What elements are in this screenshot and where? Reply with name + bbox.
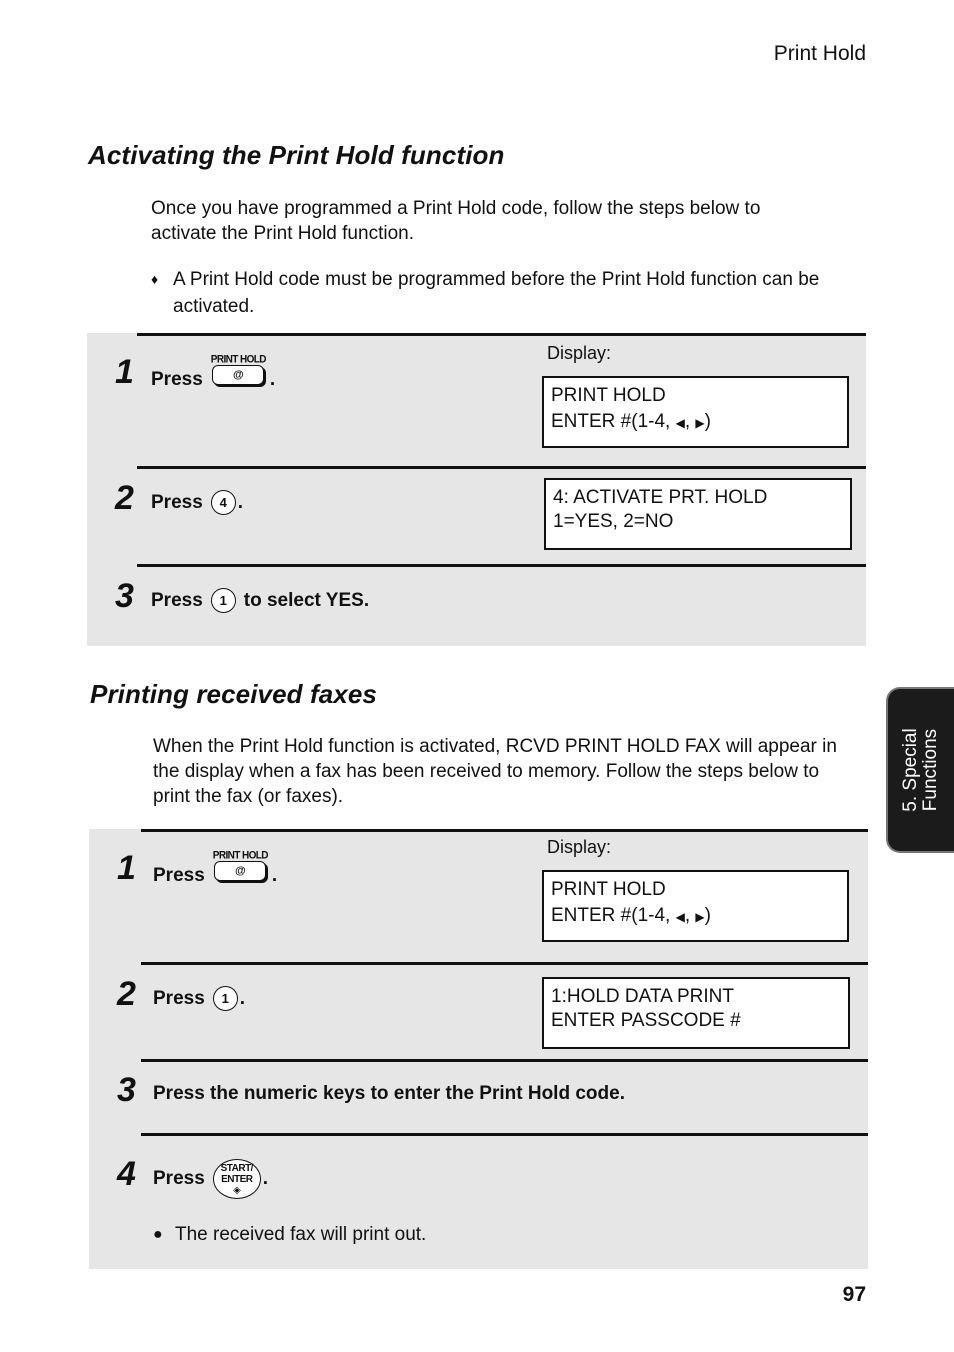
section-heading-printing: Printing received faxes — [90, 679, 377, 709]
step-instruction — [153, 986, 245, 1011]
section-heading-activating: Activating the Print Hold function — [88, 140, 505, 170]
press-label: Press — [153, 987, 205, 1009]
key-4-icon: 4 — [211, 490, 236, 515]
step-number: 3 — [115, 577, 134, 615]
print-hold-key-icon — [213, 850, 268, 881]
press-label: Press — [153, 864, 205, 886]
lcd-display — [542, 870, 849, 942]
page-number: 97 — [842, 1283, 866, 1306]
print-hold-key-icon — [211, 354, 266, 385]
section1-note-text: A Print Hold code must be programmed before the Print Hold function can be activated. — [173, 269, 820, 317]
diamond-icon: ♦ — [151, 271, 159, 287]
step-suffix: . — [239, 987, 246, 1009]
lcd-line: PRINT HOLD — [551, 385, 666, 406]
step-separator — [141, 962, 868, 965]
step-number: 2 — [117, 975, 136, 1013]
lcd-display — [544, 478, 852, 550]
step-separator — [141, 829, 868, 832]
lcd-line: PRINT HOLD — [551, 879, 666, 900]
step-separator — [137, 466, 866, 469]
step-number: 3 — [117, 1071, 136, 1109]
step-separator — [141, 1059, 868, 1062]
right-triangle-icon: ▶ — [695, 416, 705, 430]
bullet-text: The received fax will print out. — [175, 1224, 427, 1245]
step-separator — [137, 564, 866, 567]
lcd-line: 1=YES, 2=NO — [553, 511, 674, 532]
press-label: Press — [151, 589, 203, 611]
step-number: 2 — [115, 479, 134, 517]
lcd-line: ENTER #(1-4, ◀, ▶) — [551, 905, 711, 926]
step-instruction — [151, 490, 243, 515]
step-number: 1 — [115, 353, 134, 391]
step-number: 1 — [117, 849, 136, 887]
key-label: PRINT HOLD — [212, 849, 268, 862]
step-suffix: . — [271, 864, 278, 886]
lcd-display — [542, 376, 849, 448]
dot-icon: ● — [153, 1226, 163, 1243]
start-symbol-icon: ◈ — [233, 1184, 241, 1196]
running-header: Print Hold — [773, 42, 866, 65]
section2-intro: When the Print Hold function is activated, RCVD PRINT HOLD FAX will appear in the display when a fax has been received to memory. Follow the steps below to print the fax (or faxes). — [153, 736, 837, 807]
section1-note — [151, 266, 851, 320]
step-instruction — [153, 849, 278, 891]
start-enter-key-icon: START/ ENTER ◈ — [213, 1159, 261, 1199]
display-label: Display: — [547, 837, 612, 857]
press-label: Press — [151, 491, 203, 513]
step-suffix: . — [269, 368, 276, 390]
key-label: PRINT HOLD — [210, 353, 266, 366]
key-cap: @ — [214, 861, 266, 881]
step-suffix: . — [237, 491, 244, 513]
step-number: 4 — [117, 1155, 136, 1193]
step-suffix: to select YES. — [243, 589, 370, 611]
step-separator — [141, 1133, 868, 1136]
lcd-line: ENTER PASSCODE # — [551, 1010, 741, 1031]
lcd-line: ENTER #(1-4, ◀, ▶) — [551, 411, 711, 432]
chapter-side-tab — [886, 687, 954, 853]
left-triangle-icon: ◀ — [675, 416, 685, 430]
key-1-icon: 1 — [211, 588, 236, 613]
section1-intro: Once you have programmed a Print Hold code, follow the steps below to activate the Print Hold function. — [151, 198, 761, 244]
side-tab-label: 5. Special Functions — [900, 728, 941, 812]
key-cap: @ — [212, 365, 264, 385]
display-label: Display: — [547, 343, 612, 363]
lcd-line: 1:HOLD DATA PRINT — [551, 986, 734, 1007]
step-instruction — [151, 588, 369, 613]
left-triangle-icon: ◀ — [675, 910, 685, 924]
key-1-icon: 1 — [213, 986, 238, 1011]
press-label: Press — [153, 1168, 205, 1189]
step-separator — [137, 333, 866, 336]
step-instruction — [151, 353, 276, 395]
right-triangle-icon: ▶ — [695, 910, 705, 924]
lcd-line: 4: ACTIVATE PRT. HOLD — [553, 487, 768, 508]
step-suffix: . — [262, 1168, 269, 1189]
step-instruction: Press the numeric keys to enter the Print Hold code. — [153, 1083, 625, 1104]
lcd-display — [542, 977, 850, 1049]
step4-bullet — [153, 1222, 426, 1247]
step-instruction — [153, 1159, 268, 1199]
press-label: Press — [151, 368, 203, 390]
